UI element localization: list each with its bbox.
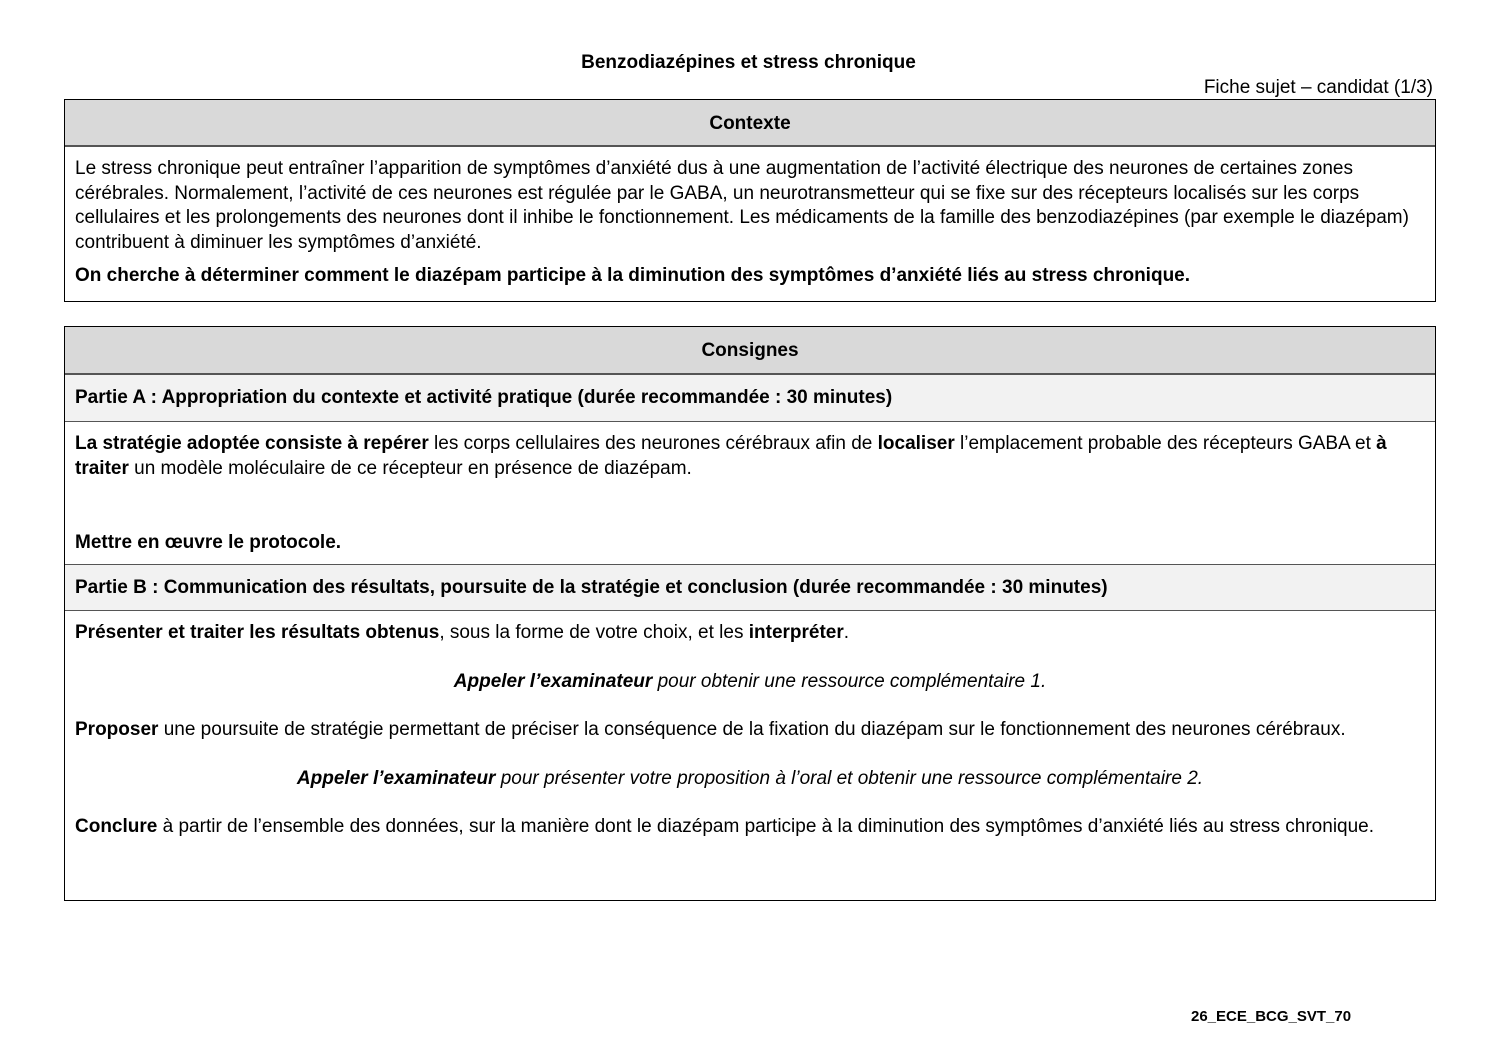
part-b-propose <box>75 718 1425 743</box>
footer-document-code: 26_ECE_BCG_SVT_70 <box>1191 1008 1352 1025</box>
propose-text: une poursuite de stratégie permettant de préciser la conséquence de la fixation du diazépam sur le fonctionnement des neurones cérébraux. <box>158 719 1346 740</box>
present-bold-2: interpréter <box>748 622 844 643</box>
instructions-header: Consignes <box>65 327 1435 375</box>
strategy-bold-3: à traiter <box>75 433 1387 479</box>
call2-bold: Appeler l’examinateur <box>296 767 496 789</box>
call1-text: pour obtenir une ressource complémentaire 1. <box>652 670 1047 692</box>
part-a-strategy <box>75 432 1425 481</box>
context-question: On cherche à déterminer comment le diazépam participe à la diminution des symptômes d’anxiété liés au stress chronique. <box>75 265 1191 286</box>
present-text-1: , sous la forme de votre choix, et les <box>439 622 749 643</box>
context-paragraph: Le stress chronique peut entraîner l’apparition de symptômes d’anxiété dus à une augmentation de l’activité électrique des neurones de certaines zones cérébrales. Normalement, l’activité de ces neurones est régulée par le GABA, un neurotransmetteur qui se fixe sur des récepteurs localisés sur les corps cellulaires et les prolongements des neurones dont il inhibe le fonctionnement. Les médicaments de la famille des benzodiazépines (par exemple le diazépam) contribuent à diminuer les symptômes d’anxiété. <box>75 158 1409 253</box>
strategy-bold-1: La stratégie adoptée consiste à repérer <box>75 433 429 454</box>
part-b-call-examiner-1 <box>75 670 1425 695</box>
conclude-bold: Conclure <box>75 816 158 837</box>
present-text-2: . <box>843 622 850 643</box>
part-a-header: Partie A : Appropriation du contexte et activité pratique (durée recommandée : 30 minutes) <box>65 375 1435 422</box>
call1-bold: Appeler l’examinateur <box>453 670 653 692</box>
strategy-bold-2: localiser <box>877 433 955 454</box>
part-b-header: Partie B : Communication des résultats, poursuite de la stratégie et conclusion (durée recommandée : 30 minutes) <box>65 564 1435 611</box>
part-b-body <box>65 611 1435 840</box>
context-body <box>65 147 1435 289</box>
part-a-body <box>65 422 1435 564</box>
strategy-text-3: un modèle moléculaire de ce récepteur en présence de diazépam. <box>128 457 692 479</box>
context-header: Contexte <box>65 100 1435 147</box>
instructions-section <box>64 326 1436 901</box>
call2-text: pour présenter votre proposition à l’oral et obtenir une ressource complémentaire 2. <box>495 767 1204 789</box>
document-subtitle: Fiche sujet – candidat (1/3) <box>1203 77 1433 98</box>
document-title: Benzodiazépines et stress chronique <box>581 52 916 73</box>
context-section <box>64 99 1436 302</box>
conclude-text: à partir de l’ensemble des données, sur la manière dont le diazépam participe à la diminution des symptômes d’anxiété liés au stress chronique. <box>157 816 1375 837</box>
part-b-present <box>75 621 1425 646</box>
present-bold-1: Présenter et traiter les résultats obtenus <box>75 622 440 643</box>
part-b-conclude <box>75 815 1425 840</box>
strategy-text-1: les corps cellulaires des neurones cérébraux afin de <box>428 433 878 454</box>
propose-bold: Proposer <box>75 719 159 740</box>
part-a-protocol: Mettre en œuvre le protocole. <box>75 531 342 553</box>
strategy-text-2: l’emplacement probable des récepteurs GABA et <box>954 433 1377 454</box>
part-b-call-examiner-2 <box>75 767 1425 792</box>
